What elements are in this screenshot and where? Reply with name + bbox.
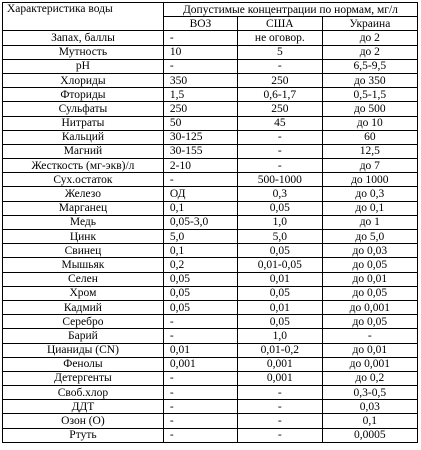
cell-characteristic: Селен (3, 272, 164, 286)
cell-characteristic: ДДТ (3, 400, 164, 414)
table-row (3, 173, 418, 187)
cell-usa: - (237, 144, 322, 158)
cell-usa: 0,01 (237, 300, 322, 314)
table-header (3, 3, 418, 31)
cell-who: 0,05-3,0 (163, 215, 237, 229)
table-row (3, 102, 418, 116)
cell-who: 0,05 (163, 300, 237, 314)
cell-usa: 250 (237, 73, 322, 87)
table-row (3, 286, 418, 300)
table-row (3, 230, 418, 244)
cell-ukraine: до 2 (322, 31, 417, 45)
cell-who: - (163, 173, 237, 187)
cell-usa: - (237, 159, 322, 173)
table-row (3, 258, 418, 272)
cell-usa: 500-1000 (237, 173, 322, 187)
cell-ukraine: до 5,0 (322, 230, 417, 244)
cell-ukraine: до 1 (322, 215, 417, 229)
cell-characteristic: Железо (3, 187, 164, 201)
cell-usa: 0,001 (237, 357, 322, 371)
cell-characteristic: Серебро (3, 315, 164, 329)
cell-ukraine: до 0,05 (322, 286, 417, 300)
table-row (3, 315, 418, 329)
table-row (3, 116, 418, 130)
table-row (3, 215, 418, 229)
cell-usa: 45 (237, 116, 322, 130)
cell-characteristic: Нитраты (3, 116, 164, 130)
cell-usa: - (237, 428, 322, 442)
cell-characteristic: Озон (О) (3, 414, 164, 428)
cell-usa: 250 (237, 102, 322, 116)
cell-who: - (163, 371, 237, 385)
table-row (3, 201, 418, 215)
cell-ukraine: 6,5-9,5 (322, 59, 417, 73)
cell-who: 50 (163, 116, 237, 130)
header-usa: США (237, 17, 322, 31)
cell-ukraine: до 0,001 (322, 300, 417, 314)
cell-usa: 5 (237, 45, 322, 59)
table-row (3, 386, 418, 400)
cell-who: - (163, 400, 237, 414)
cell-who: 30-155 (163, 144, 237, 158)
table-row (3, 31, 418, 45)
cell-usa: 5,0 (237, 230, 322, 244)
table-row (3, 73, 418, 87)
cell-usa: - (237, 59, 322, 73)
cell-who: 0,05 (163, 286, 237, 300)
table-row (3, 159, 418, 173)
table-row (3, 428, 418, 442)
cell-who: 10 (163, 45, 237, 59)
cell-usa: 0,6-1,7 (237, 88, 322, 102)
cell-characteristic: Барий (3, 329, 164, 343)
cell-who: 0,01 (163, 343, 237, 357)
cell-who: - (163, 414, 237, 428)
water-standards-table (2, 2, 418, 443)
cell-who: 0,2 (163, 258, 237, 272)
cell-usa: 1,0 (237, 329, 322, 343)
header-row-top (3, 3, 418, 17)
cell-usa: - (237, 386, 322, 400)
table-row (3, 88, 418, 102)
header-concentration-group: Допустимые концентрации по нормам, мг/л (163, 3, 417, 17)
table-row (3, 45, 418, 59)
cell-characteristic: Медь (3, 215, 164, 229)
table-row (3, 300, 418, 314)
table-row (3, 343, 418, 357)
cell-characteristic: Сульфаты (3, 102, 164, 116)
cell-who: - (163, 386, 237, 400)
cell-usa: 0,01-0,05 (237, 258, 322, 272)
cell-ukraine: - (322, 329, 417, 343)
cell-ukraine: до 2 (322, 45, 417, 59)
cell-characteristic: Фториды (3, 88, 164, 102)
cell-who: 0,1 (163, 201, 237, 215)
table-row (3, 414, 418, 428)
table-row (3, 144, 418, 158)
cell-who: 2-10 (163, 159, 237, 173)
cell-characteristic: Жесткость (мг-экв)/л (3, 159, 164, 173)
table-row (3, 244, 418, 258)
cell-ukraine: 0,5-1,5 (322, 88, 417, 102)
cell-who: 250 (163, 102, 237, 116)
cell-who: 30-125 (163, 130, 237, 144)
cell-usa: 0,05 (237, 315, 322, 329)
cell-ukraine: до 0,05 (322, 258, 417, 272)
cell-usa: 0,05 (237, 201, 322, 215)
cell-usa: 1,0 (237, 215, 322, 229)
cell-characteristic: Фенолы (3, 357, 164, 371)
table-row (3, 59, 418, 73)
cell-who: 0,05 (163, 272, 237, 286)
cell-characteristic: Кальций (3, 130, 164, 144)
cell-who: 1,5 (163, 88, 237, 102)
cell-who: - (163, 329, 237, 343)
table-row (3, 187, 418, 201)
cell-characteristic: Хром (3, 286, 164, 300)
cell-characteristic: pH (3, 59, 164, 73)
cell-ukraine: до 7 (322, 159, 417, 173)
cell-ukraine: до 0,1 (322, 201, 417, 215)
cell-who: 350 (163, 73, 237, 87)
cell-ukraine: до 0,01 (322, 272, 417, 286)
cell-characteristic: Кадмий (3, 300, 164, 314)
cell-characteristic: Хлориды (3, 73, 164, 87)
cell-ukraine: до 0,05 (322, 315, 417, 329)
table-body (3, 31, 418, 442)
cell-who: - (163, 31, 237, 45)
cell-ukraine: 0,03 (322, 400, 417, 414)
table-row (3, 272, 418, 286)
table-row (3, 357, 418, 371)
cell-characteristic: Ртуть (3, 428, 164, 442)
cell-usa: - (237, 400, 322, 414)
table-row (3, 130, 418, 144)
cell-who: - (163, 428, 237, 442)
cell-usa: не оговор. (237, 31, 322, 45)
cell-ukraine: 60 (322, 130, 417, 144)
cell-who: ОД (163, 187, 237, 201)
cell-characteristic: Мышьяк (3, 258, 164, 272)
cell-characteristic: Мутность (3, 45, 164, 59)
cell-usa: 0,01-0,2 (237, 343, 322, 357)
cell-ukraine: 0,0005 (322, 428, 417, 442)
cell-ukraine: до 0,001 (322, 357, 417, 371)
table-row (3, 329, 418, 343)
cell-who: 0,001 (163, 357, 237, 371)
cell-characteristic: Запах, баллы (3, 31, 164, 45)
header-who: ВОЗ (163, 17, 237, 31)
cell-ukraine: до 0,03 (322, 244, 417, 258)
cell-ukraine: до 0,01 (322, 343, 417, 357)
cell-characteristic: Магний (3, 144, 164, 158)
cell-ukraine: до 0,3 (322, 187, 417, 201)
cell-usa: 0,05 (237, 286, 322, 300)
cell-who: 5,0 (163, 230, 237, 244)
cell-usa: 0,3 (237, 187, 322, 201)
cell-characteristic: Марганец (3, 201, 164, 215)
header-ukraine: Украина (322, 17, 417, 31)
cell-ukraine: до 350 (322, 73, 417, 87)
table-row (3, 400, 418, 414)
cell-ukraine: до 500 (322, 102, 417, 116)
cell-ukraine: до 1000 (322, 173, 417, 187)
cell-who: - (163, 315, 237, 329)
cell-usa: 0,01 (237, 272, 322, 286)
cell-characteristic: Своб.хлор (3, 386, 164, 400)
cell-ukraine: 0,1 (322, 414, 417, 428)
cell-characteristic: Цианиды (CN) (3, 343, 164, 357)
cell-characteristic: Цинк (3, 230, 164, 244)
cell-usa: - (237, 130, 322, 144)
header-characteristic: Характеристика воды (3, 3, 164, 31)
cell-usa: 0,05 (237, 244, 322, 258)
cell-ukraine: 12,5 (322, 144, 417, 158)
cell-who: - (163, 59, 237, 73)
cell-ukraine: 0,3-0,5 (322, 386, 417, 400)
cell-who: 0,1 (163, 244, 237, 258)
cell-usa: 0,001 (237, 371, 322, 385)
cell-characteristic: Сух.остаток (3, 173, 164, 187)
cell-characteristic: Детергенты (3, 371, 164, 385)
cell-ukraine: до 10 (322, 116, 417, 130)
cell-usa: - (237, 414, 322, 428)
cell-characteristic: Свинец (3, 244, 164, 258)
table-row (3, 371, 418, 385)
cell-ukraine: до 0,2 (322, 371, 417, 385)
